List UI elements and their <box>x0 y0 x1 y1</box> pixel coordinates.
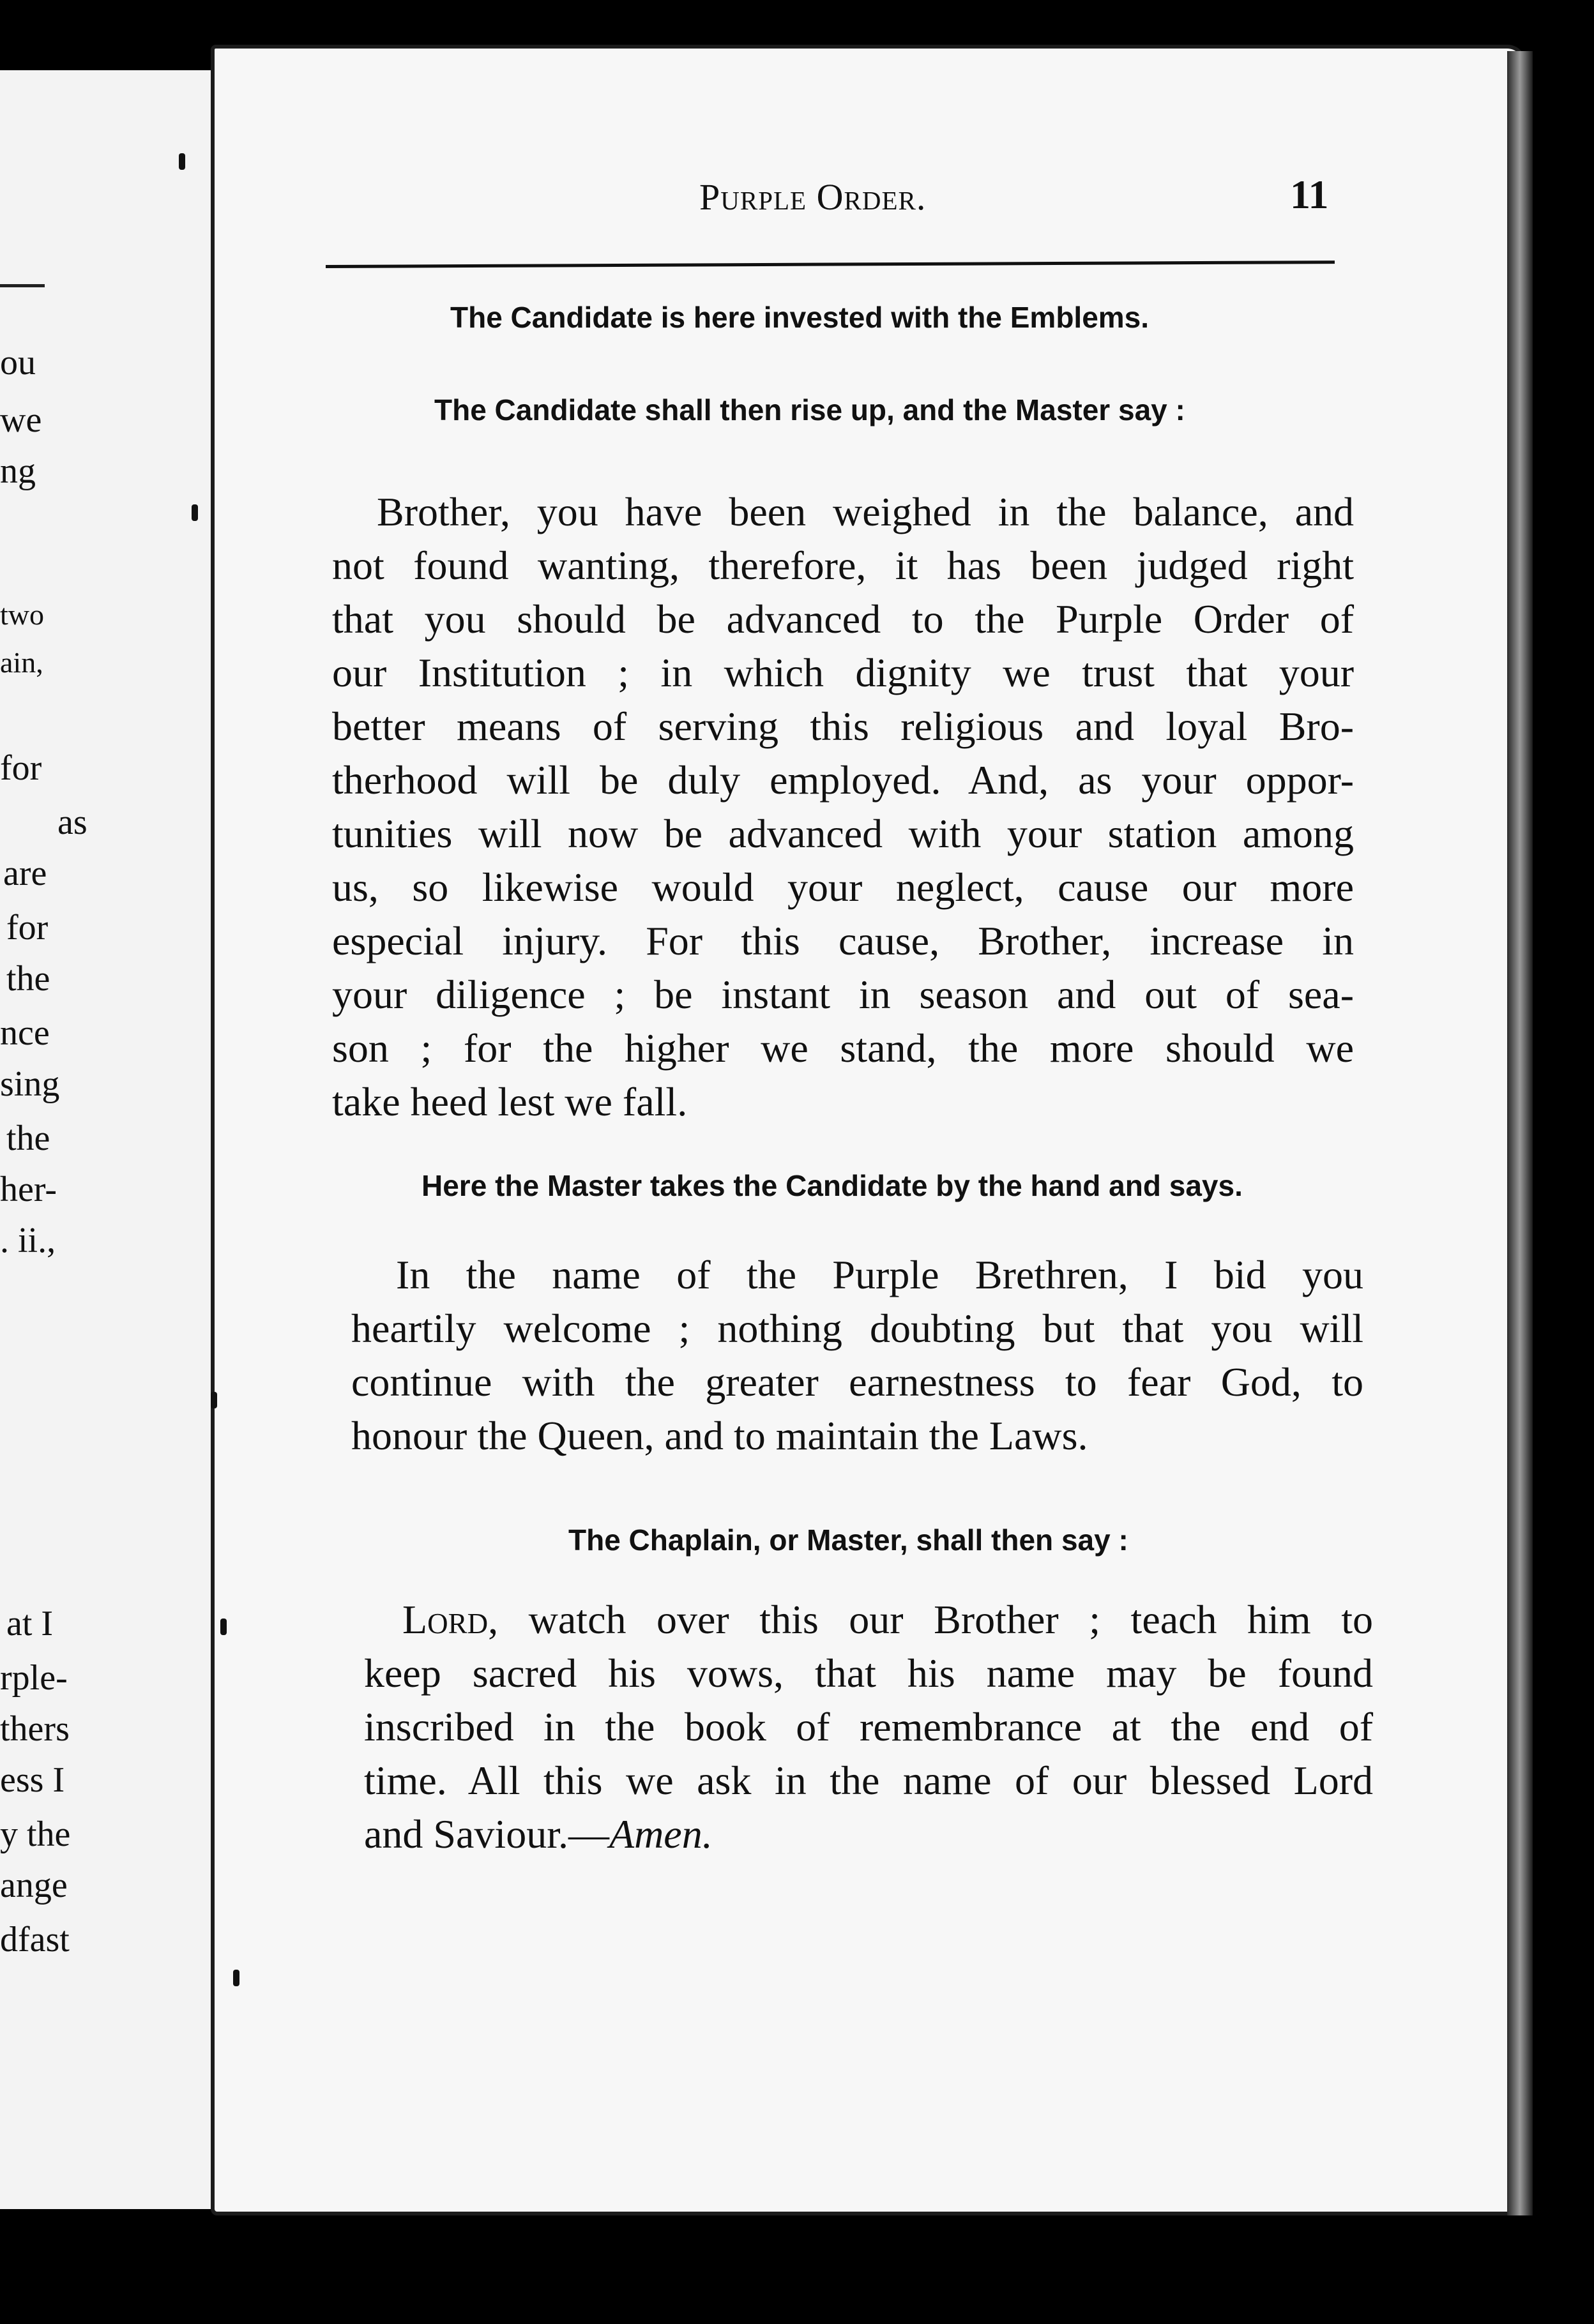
left-fragment: ng <box>0 451 36 491</box>
left-fragment: ange <box>0 1866 68 1905</box>
rubric-rise-up: The Candidate shall then rise up, and the Master say : <box>434 393 1185 426</box>
text-line: son ; for the higher we stand, the more should we <box>332 1025 1354 1071</box>
lord-word: Lord <box>402 1597 489 1642</box>
left-fragment: y the <box>0 1815 71 1854</box>
left-fragment: the <box>6 959 50 999</box>
welcome-paragraph <box>351 1248 1363 1463</box>
text-line: our Institution ; in which dignity we trust that your <box>332 650 1354 695</box>
rubric-emblems: The Candidate is here invested with the Emblems. <box>450 301 1150 334</box>
running-head: Purple Order. <box>699 176 927 218</box>
text-line: better means of serving this religious and loyal Bro- <box>332 704 1354 749</box>
text-line: honour the Queen, and to maintain the Laws. <box>351 1413 1088 1458</box>
text-line: therhood will be duly employed. And, as your oppor- <box>332 757 1354 803</box>
binding-thread <box>179 153 185 170</box>
text-line: continue with the greater earnestness to fear God, to <box>351 1359 1363 1405</box>
left-page-head-rule <box>0 284 45 287</box>
left-fragment: for <box>6 908 49 947</box>
text-line <box>364 1593 1373 1647</box>
prayer-last-line: and Saviour.— <box>364 1811 609 1857</box>
text-line: In the name of the Purple Brethren, I bid you <box>396 1252 1363 1297</box>
text-line: that you should be advanced to the Purple Order of <box>332 596 1354 642</box>
left-fragment: ess I <box>0 1760 65 1800</box>
page-number: 11 <box>1290 172 1329 217</box>
text-line: your diligence ; be instant in season and out of sea- <box>332 972 1354 1017</box>
left-fragment: are <box>3 854 47 893</box>
binding-thread <box>192 504 198 521</box>
left-fragment: the <box>6 1119 50 1158</box>
left-fragment: her- <box>0 1170 57 1209</box>
left-fragment: rple- <box>0 1658 68 1698</box>
text-line: especial injury. For this cause, Brother, increase in <box>332 918 1354 963</box>
text-line: time. All this we ask in the name of our blessed Lord <box>364 1758 1373 1803</box>
text-line: Brother, you have been weighed in the balance, and <box>377 489 1354 534</box>
text-line: keep sacred his vows, that his name may be found <box>364 1650 1373 1696</box>
address-paragraph <box>332 485 1354 1129</box>
text-line: take heed lest we fall. <box>332 1079 688 1124</box>
left-fragment: . ii., <box>0 1221 56 1260</box>
text-line: tunities will now be advanced with your station among <box>332 811 1354 856</box>
left-fragment: we <box>0 400 42 440</box>
left-fragment: two <box>0 598 44 631</box>
text-line <box>364 1807 1373 1861</box>
binding-thread <box>211 1392 217 1408</box>
binding-thread <box>233 1970 239 1986</box>
text-line: heartily welcome ; nothing doubting but that you will <box>351 1306 1363 1351</box>
left-fragment: at I <box>6 1604 54 1643</box>
right-page <box>211 45 1526 2215</box>
prayer-first-line: , watch over this our Brother ; teach him to <box>488 1597 1373 1642</box>
text-line: inscribed in the book of remembrance at the end of <box>364 1704 1373 1749</box>
left-fragment: for <box>0 748 42 788</box>
left-fragment: ou <box>0 343 36 382</box>
left-fragment: dfast <box>0 1920 70 1959</box>
amen-word: Amen. <box>609 1811 713 1857</box>
left-fragment: as <box>57 803 87 842</box>
left-fragment: thers <box>0 1709 70 1749</box>
prayer-paragraph <box>364 1593 1373 1861</box>
rubric-hand: Here the Master takes the Candidate by the hand and says. <box>421 1169 1243 1202</box>
binding-thread <box>220 1618 227 1635</box>
left-fragment: nce <box>0 1013 50 1053</box>
left-fragment: sing <box>0 1064 60 1104</box>
page-edge <box>1507 51 1533 2215</box>
rubric-chaplain: The Chaplain, or Master, shall then say : <box>568 1523 1128 1557</box>
text-line: not found wanting, therefore, it has been judged right <box>332 543 1354 588</box>
left-fragment: ain, <box>0 646 43 679</box>
text-line: us, so likewise would your neglect, cause our more <box>332 864 1354 910</box>
